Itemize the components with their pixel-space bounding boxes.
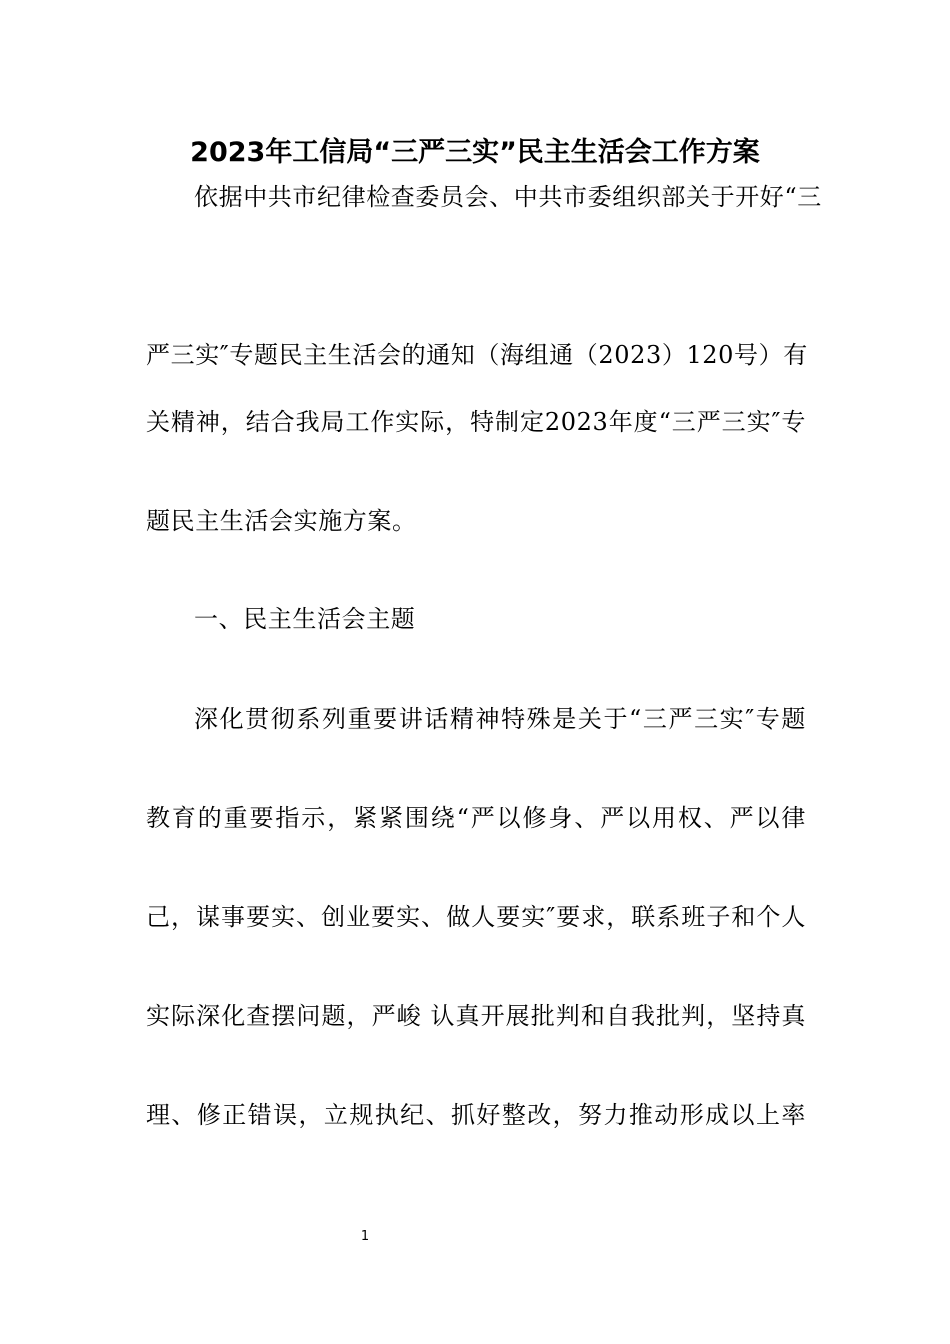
document-title: 2023年工信局“三严三实”民主生活会工作方案	[190, 137, 760, 168]
paragraph-line-8: 实际深化查摆问题，严峻 认真开展批判和自我批判，坚持真	[146, 1002, 806, 1030]
paragraph-line-2: 严三实″专题民主生活会的通知（海组通（2023）120号）有	[146, 341, 808, 369]
paragraph-line-6: 教育的重要指示，紧紧围绕“严以修身、严以用权、严以律	[146, 804, 806, 832]
section-heading-1: 一、民主生活会主题	[194, 605, 416, 633]
paragraph-line-5: 深化贯彻系列重要讲话精神特殊是关于“三严三实″专题	[194, 705, 806, 733]
page-number: 1	[360, 1229, 370, 1244]
paragraph-line-4: 题民主生活会实施方案。	[146, 507, 417, 535]
paragraph-line-1: 依据中共市纪律检查委员会、中共市委组织部关于开好“三	[194, 183, 822, 211]
paragraph-line-3: 关精神，结合我局工作实际，特制定2023年度“三严三实″专	[146, 408, 806, 436]
paragraph-line-7: 己，谋事要实、创业要实、做人要实″要求，联系班子和个人	[146, 903, 806, 931]
paragraph-line-9: 理、修正错误，立规执纪、抓好整改，努力推动形成以上率	[146, 1101, 806, 1129]
